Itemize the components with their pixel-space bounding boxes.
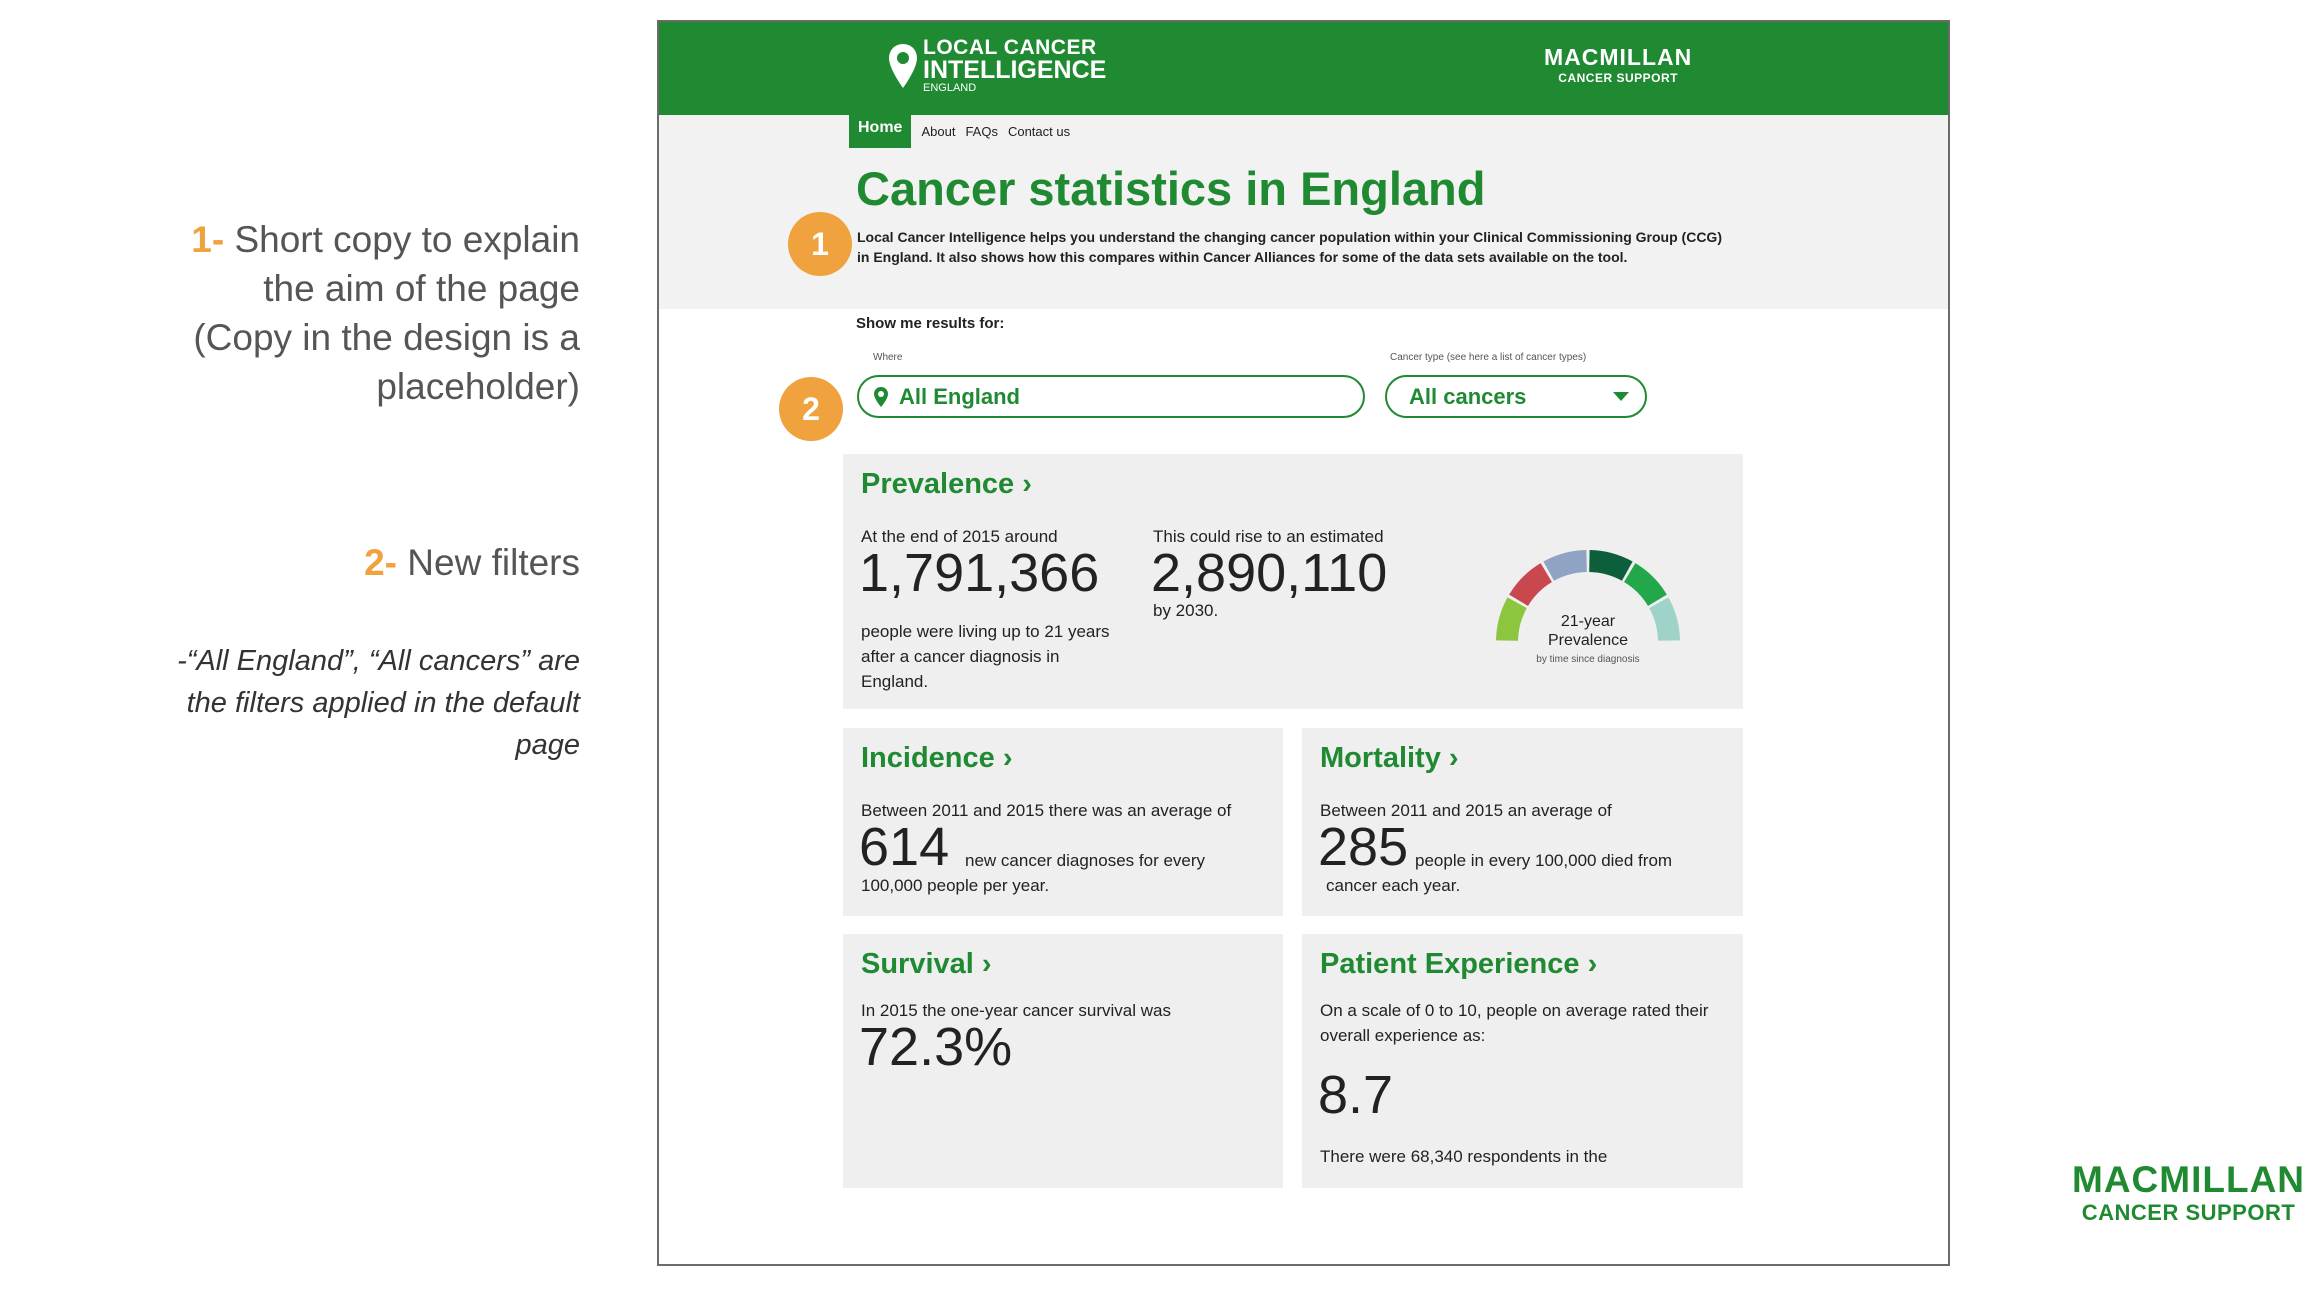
nav-home[interactable]: Home — [849, 108, 911, 148]
note-1-number: 1- — [191, 219, 225, 260]
macmillan-header-logo[interactable] — [1544, 44, 1692, 85]
chevron-right-icon: › — [1448, 742, 1459, 774]
mortality-card[interactable] — [1302, 728, 1743, 916]
incidence-value: 614 — [859, 817, 950, 877]
macmillan-footer-logo — [2072, 1160, 2305, 1226]
gauge-label-line1: 21-year — [1560, 613, 1616, 630]
incidence-title[interactable] — [861, 742, 1013, 775]
mortality-outro-2: cancer each year. — [1326, 876, 1461, 895]
patient-experience-card[interactable] — [1302, 934, 1743, 1188]
badge-1: 1 — [788, 212, 852, 276]
lci-logo-line2: INTELLIGENCE — [923, 56, 1107, 84]
note-1-text: Short copy to explain the aim of the page (Copy in the design is a placeholder) — [193, 219, 580, 407]
main-nav — [849, 108, 1070, 148]
website-mockup — [657, 20, 1950, 1266]
incidence-title-text: Incidence — [861, 742, 995, 774]
where-filter[interactable] — [857, 375, 1365, 418]
site-header — [659, 22, 1948, 115]
macmillan-header-line1: MACMILLAN — [1544, 44, 1693, 70]
survival-intro: In 2015 the one-year cancer survival was — [861, 1001, 1171, 1020]
incidence-intro: Between 2011 and 2015 there was an average of — [861, 801, 1232, 820]
page-title: Cancer statistics in England — [856, 162, 1486, 215]
gauge-segment — [1509, 563, 1552, 606]
chevron-right-icon: › — [1022, 468, 1032, 500]
prevalence-left-outro: people were living up to 21 years after a cancer diagnosis in England. — [861, 622, 1110, 691]
patient-experience-outro: There were 68,340 respondents in the — [1320, 1147, 1608, 1166]
lci-logo-line1: LOCAL CANCER — [923, 36, 1097, 59]
where-label: Where — [873, 352, 903, 363]
prevalence-title[interactable] — [861, 468, 1032, 501]
prevalence-card[interactable] — [843, 454, 1743, 709]
mortality-outro-1: people in every 100,000 died from — [1415, 851, 1673, 870]
patient-experience-title[interactable] — [1320, 948, 1597, 981]
survival-card[interactable] — [843, 934, 1283, 1188]
patient-experience-intro: On a scale of 0 to 10, people on average rated their overall experience as: — [1320, 1001, 1709, 1045]
cancer-type-value: All cancers — [1409, 383, 1527, 409]
gauge-segment — [1649, 597, 1680, 640]
gauge-label — [1533, 612, 1643, 669]
chevron-right-icon: › — [981, 948, 992, 980]
prevalence-left-value: 1,791,366 — [859, 543, 1100, 603]
incidence-card[interactable] — [843, 728, 1283, 916]
gauge-label-line3: by time since diagnosis — [1536, 654, 1640, 665]
prevalence-right-intro: This could rise to an estimated — [1153, 527, 1384, 546]
prevalence-right-value: 2,890,110 — [1151, 543, 1388, 603]
gauge-segment — [1624, 563, 1667, 606]
note-2-number: 2- — [364, 542, 398, 583]
prevalence-left-intro: At the end of 2015 around — [861, 527, 1058, 546]
macmillan-footer-line2: CANCER SUPPORT — [2081, 1200, 2296, 1225]
gauge-segment — [1496, 597, 1527, 640]
patient-experience-value: 8.7 — [1318, 1065, 1394, 1125]
intro-text: Local Cancer Intelligence helps you understand the changing cancer population within your Clinical Commissioning Group (CCG) in England. It also shows how this compares within Cancer Alliances for some of the data sets available on the tool. — [857, 229, 1722, 265]
nav-faqs[interactable]: FAQs — [965, 123, 998, 139]
nav-about[interactable]: About — [921, 123, 956, 139]
map-pin-icon — [887, 42, 919, 92]
prevalence-title-text: Prevalence — [861, 468, 1015, 500]
badge-2: 2 — [779, 377, 843, 441]
mortality-value: 285 — [1318, 817, 1409, 877]
where-filter-value: All England — [899, 383, 1020, 409]
note-3: -“All England”, “All cancers” are the filters applied in the default page — [177, 645, 580, 761]
gauge-label-line2: Prevalence — [1547, 632, 1629, 649]
nav-contact[interactable]: Contact us — [1007, 123, 1071, 139]
survival-value: 72.3% — [859, 1017, 1013, 1077]
cancer-type-filter[interactable] — [1385, 375, 1647, 418]
survival-title-text: Survival — [861, 948, 974, 980]
incidence-outro-2: 100,000 people per year. — [861, 876, 1050, 895]
macmillan-header-line2: CANCER SUPPORT — [1558, 71, 1678, 85]
note-2-text: New filters — [407, 542, 580, 583]
mortality-title[interactable] — [1320, 742, 1459, 775]
macmillan-footer-line1: MACMILLAN — [2072, 1159, 2306, 1200]
chevron-right-icon: › — [1587, 948, 1598, 980]
chevron-right-icon: › — [1002, 742, 1013, 774]
survival-title[interactable] — [861, 948, 992, 981]
gauge-segment — [1543, 550, 1586, 581]
incidence-outro-1: new cancer diagnoses for every — [965, 851, 1206, 870]
note-2 — [160, 538, 580, 587]
location-pin-icon — [873, 386, 889, 408]
prevalence-right-outro: by 2030. — [1153, 601, 1219, 620]
gauge-segment — [1589, 550, 1632, 581]
mortality-intro: Between 2011 and 2015 an average of — [1320, 801, 1612, 820]
note-1 — [160, 215, 580, 411]
filters-title: Show me results for: — [856, 315, 1005, 332]
lci-logo-line3: ENGLAND — [923, 82, 977, 94]
cancer-type-label: Cancer type (see here a list of cancer types) — [1390, 352, 1587, 363]
patient-experience-title-text: Patient Experience — [1320, 948, 1580, 980]
mortality-title-text: Mortality — [1320, 742, 1441, 774]
dropdown-caret-icon — [1613, 392, 1629, 402]
